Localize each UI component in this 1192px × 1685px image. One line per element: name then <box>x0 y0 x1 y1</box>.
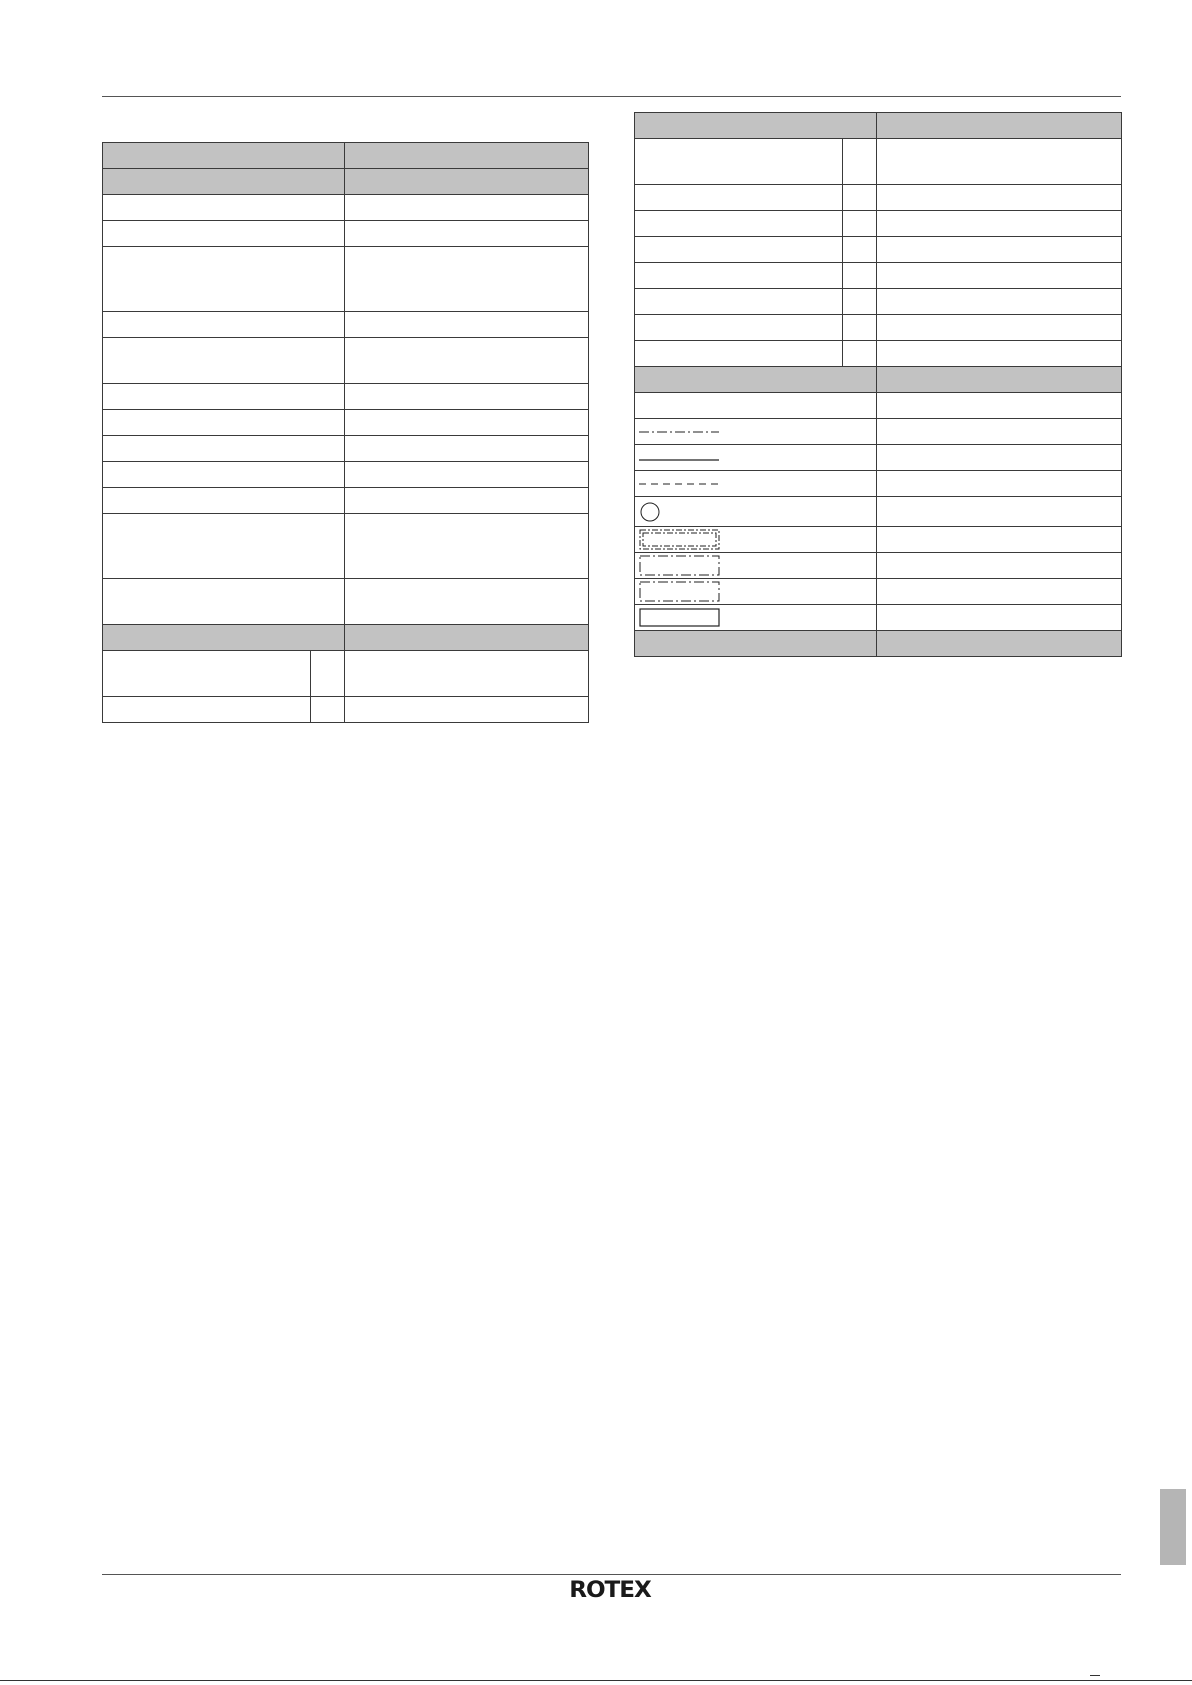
legend-symbol-row <box>635 579 1122 605</box>
solid-line-icon <box>639 453 719 463</box>
table-header-row <box>103 143 589 169</box>
table-cell <box>345 195 589 221</box>
table-header-row <box>635 367 1122 393</box>
legend-symbol-row <box>635 445 1122 471</box>
table-cell <box>345 221 589 247</box>
table-cell <box>345 143 589 169</box>
table-row <box>103 338 589 384</box>
rotex-logo: ROTEX <box>569 1578 651 1603</box>
table-row <box>103 247 589 312</box>
table-cell <box>635 139 843 185</box>
table-cell <box>103 338 345 384</box>
table-cell <box>877 185 1122 211</box>
table-cell <box>843 289 877 315</box>
table-row <box>103 410 589 436</box>
table-row <box>103 384 589 410</box>
table-cell <box>103 143 345 169</box>
table-cell <box>345 436 589 462</box>
table-cell <box>345 651 589 697</box>
dash-dot-line-icon <box>639 427 719 437</box>
table-cell <box>843 237 877 263</box>
table-row <box>103 312 589 338</box>
table-cell <box>877 553 1122 579</box>
table-row <box>635 393 1122 419</box>
table-cell <box>877 211 1122 237</box>
legend-symbol-row <box>635 471 1122 497</box>
table-row <box>103 579 589 625</box>
table-cell <box>877 471 1122 497</box>
footer-rule <box>102 1574 1121 1575</box>
table-cell <box>877 315 1122 341</box>
table-row <box>635 263 1122 289</box>
table-cell <box>311 651 345 697</box>
table-cell <box>103 195 345 221</box>
table-cell <box>345 312 589 338</box>
table-cell <box>877 497 1122 527</box>
table-cell <box>103 221 345 247</box>
legend-symbol-row <box>635 419 1122 445</box>
table-row <box>635 139 1122 185</box>
table-cell <box>345 579 589 625</box>
table-row <box>635 211 1122 237</box>
table-row <box>103 514 589 579</box>
section-tab <box>1160 1489 1186 1565</box>
table-cell <box>843 341 877 367</box>
table-cell <box>843 211 877 237</box>
page-edge-line <box>0 1680 1192 1681</box>
table-cell <box>103 384 345 410</box>
table-cell <box>635 185 843 211</box>
page-mark <box>1090 1675 1100 1676</box>
table-cell <box>635 631 877 657</box>
table-cell <box>103 247 345 312</box>
table-cell <box>877 579 1122 605</box>
table-cell <box>635 393 877 419</box>
table-row <box>103 436 589 462</box>
table-cell <box>877 445 1122 471</box>
table-cell <box>103 488 345 514</box>
table-cell <box>103 169 345 195</box>
table-cell <box>103 410 345 436</box>
table-cell <box>877 289 1122 315</box>
legend-symbol-row <box>635 527 1122 553</box>
table-cell <box>635 211 843 237</box>
table-cell <box>877 341 1122 367</box>
table-cell <box>103 514 345 579</box>
table-row <box>103 651 589 697</box>
table-cell <box>843 185 877 211</box>
legend-symbol-row <box>635 553 1122 579</box>
table-cell <box>345 169 589 195</box>
table-header-row <box>635 631 1122 657</box>
table-cell <box>843 263 877 289</box>
table-cell <box>103 697 311 723</box>
table-cell <box>635 315 843 341</box>
table-cell <box>345 488 589 514</box>
table-cell <box>877 631 1122 657</box>
table-cell <box>103 462 345 488</box>
dash-dot-double-box-icon <box>639 529 721 551</box>
table-cell <box>635 113 877 139</box>
wiring-legend-table-right <box>634 112 1122 657</box>
table-cell <box>635 289 843 315</box>
dash-dot-box-icon <box>639 581 721 603</box>
table-row <box>635 237 1122 263</box>
dashed-line-icon <box>639 479 719 489</box>
table-cell <box>311 697 345 723</box>
table-cell <box>345 462 589 488</box>
table-row <box>635 315 1122 341</box>
legend-symbol-row <box>635 605 1122 631</box>
table-cell <box>877 367 1122 393</box>
table-cell <box>345 514 589 579</box>
solid-box-icon <box>639 607 721 629</box>
table-cell <box>345 697 589 723</box>
table-cell <box>103 436 345 462</box>
table-cell <box>103 312 345 338</box>
table-cell <box>877 139 1122 185</box>
table-row <box>103 488 589 514</box>
table-row <box>103 221 589 247</box>
table-row <box>635 341 1122 367</box>
header-rule <box>102 96 1121 97</box>
table-cell <box>843 139 877 185</box>
table-cell <box>635 367 877 393</box>
table-cell <box>635 237 843 263</box>
table-cell <box>635 263 843 289</box>
table-cell <box>345 247 589 312</box>
wiring-legend-table-left <box>102 142 589 723</box>
table-cell <box>103 651 311 697</box>
table-cell <box>877 527 1122 553</box>
table-cell <box>877 237 1122 263</box>
table-cell <box>345 625 589 651</box>
table-cell <box>103 625 345 651</box>
table-header-row <box>103 169 589 195</box>
table-cell <box>345 338 589 384</box>
table-row <box>635 289 1122 315</box>
table-row <box>635 185 1122 211</box>
table-cell <box>103 579 345 625</box>
table-row <box>103 195 589 221</box>
table-cell <box>843 315 877 341</box>
table-cell <box>877 113 1122 139</box>
table-cell <box>877 419 1122 445</box>
table-row <box>103 462 589 488</box>
table-row <box>103 697 589 723</box>
table-cell <box>345 384 589 410</box>
table-cell <box>877 393 1122 419</box>
table-cell <box>877 263 1122 289</box>
table-header-row <box>635 113 1122 139</box>
table-cell <box>345 410 589 436</box>
legend-symbol-row <box>635 497 1122 527</box>
dash-dot-box-icon <box>639 555 721 577</box>
table-cell <box>877 605 1122 631</box>
table-cell <box>635 341 843 367</box>
table-header-row <box>103 625 589 651</box>
circle-icon <box>639 501 661 523</box>
